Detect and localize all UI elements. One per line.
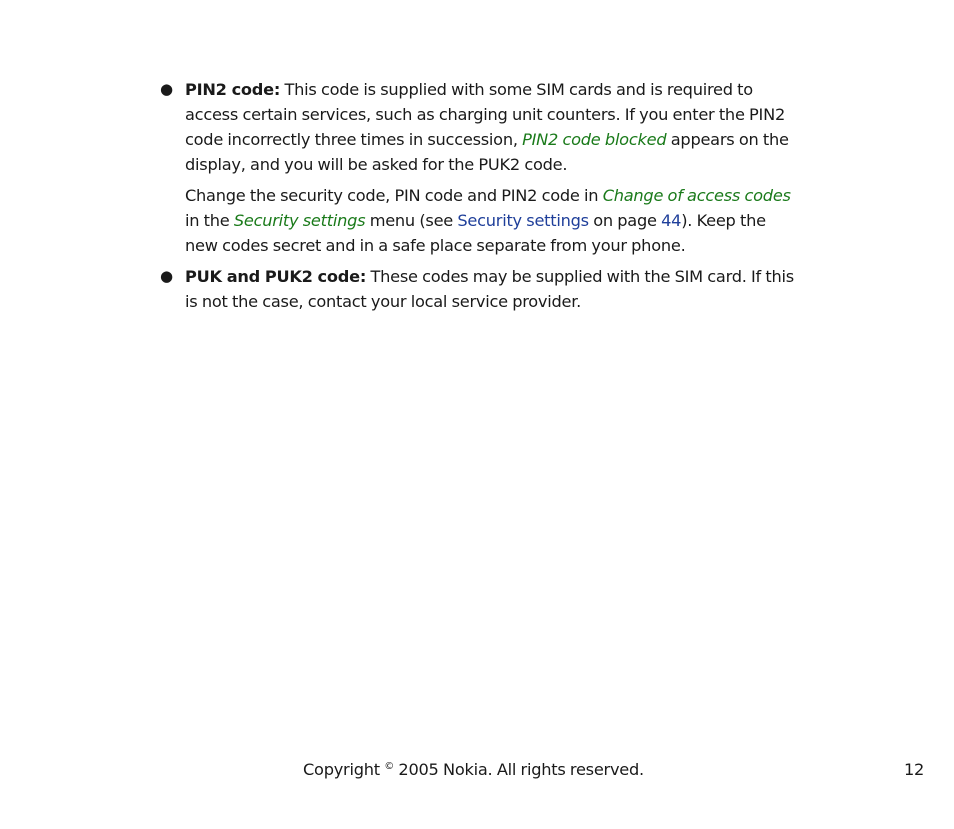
body-text: menu (see	[365, 211, 458, 230]
list-item-pin2-code	[160, 77, 800, 258]
bullet-icon: ●	[160, 80, 173, 98]
term-puk-code: PUK and PUK2 code:	[185, 267, 367, 286]
link-page-reference[interactable]: 44	[661, 211, 682, 230]
page-footer	[0, 760, 954, 784]
copyright-symbol: ©	[384, 761, 394, 772]
link-security-settings[interactable]: Security settings	[457, 211, 589, 230]
body-text: appears on the display, and you will be asked for the PUK2 code.	[185, 130, 789, 174]
bullet-icon: ●	[160, 267, 173, 285]
body-text: on page	[588, 211, 662, 230]
copyright-notice	[303, 760, 644, 779]
body-text: These codes may be supplied with the SIM card. If this is not the case, contact your local service provider.	[185, 267, 794, 311]
page-number: 12	[904, 760, 925, 779]
page-content	[160, 77, 800, 314]
ui-text-security-settings: Security settings	[233, 211, 366, 230]
copyright-prefix: Copyright	[303, 760, 385, 779]
ui-text-change-of-access-codes: Change of access codes	[602, 186, 791, 205]
body-text: Change the security code, PIN code and PIN2 code in	[185, 186, 603, 205]
pin2-code-description	[185, 77, 800, 177]
copyright-suffix: 2005 Nokia. All rights reserved.	[394, 760, 644, 779]
change-codes-description	[185, 183, 800, 258]
body-text: ). Keep the new codes secret and in a safe place separate from your phone.	[185, 211, 766, 255]
ui-text-pin2-code-blocked: PIN2 code blocked	[522, 130, 667, 149]
body-text: in the	[185, 211, 234, 230]
term-pin2-code: PIN2 code:	[185, 80, 281, 99]
puk-code-description	[185, 264, 800, 314]
body-text: This code is supplied with some SIM cards and is required to access certain services, such as charging unit counters. If you enter the PIN2 code incorrectly three times in succession,	[185, 80, 785, 149]
list-item-puk-code	[160, 264, 800, 314]
